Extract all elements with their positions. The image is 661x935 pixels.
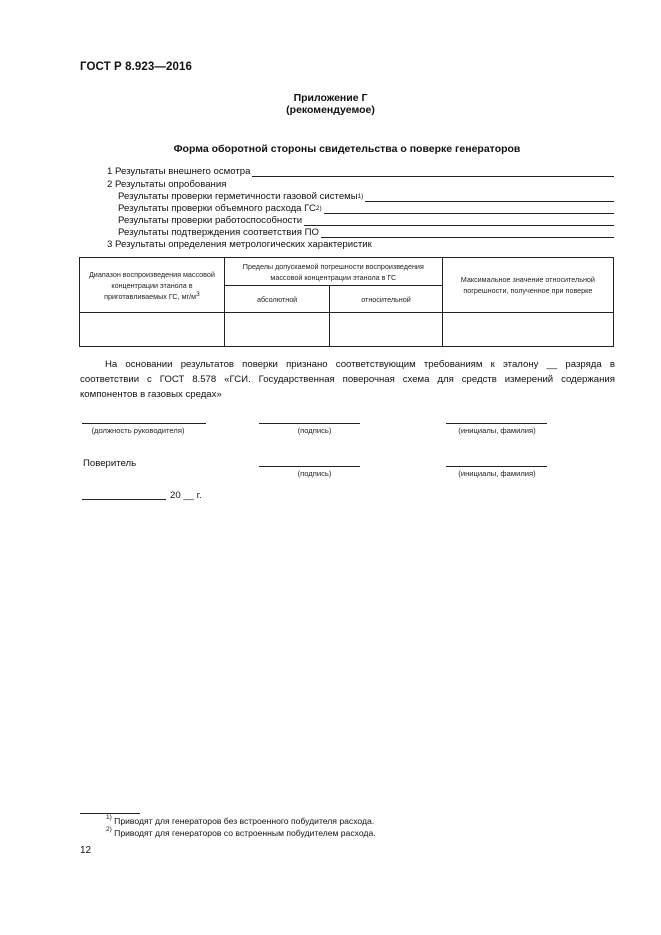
footnote-ref: 1) [357,193,364,200]
item-flow-rate [118,203,614,214]
date-line [82,499,166,500]
table-cell [442,313,613,347]
table-row [80,313,614,347]
date-suffix: 20 __ г. [170,490,202,501]
fill-line [324,204,614,214]
annex-title: Приложение Г [293,92,368,104]
header-relative: относительной [330,286,442,313]
signature-line [446,466,547,467]
fill-line [304,216,614,226]
item-label: 3 Результаты определения метрологических характеристик [107,239,372,250]
signature-line [259,423,360,424]
table-cell [224,313,329,347]
item-software [118,227,614,238]
item-label: 2 Результаты опробования [107,179,227,190]
item-label: Результаты проверки герметичности газовой системы [118,191,358,202]
results-table [79,257,614,347]
fill-line [365,192,614,202]
footnote-ref: 2) [315,205,322,212]
item-label: Результаты проверки работоспособности [118,215,303,226]
annex-subtitle: (рекомендуемое) [286,104,375,116]
table-cell [80,313,225,347]
page-number: 12 [80,845,92,856]
header-range: Диапазон воспроизведения массовой концентрации этанола в приготавливаемых ГС, $мг/м^3$ [80,258,225,313]
signature-line [446,423,547,424]
caption-signature: (подпись) [297,469,332,478]
caption-position: (должность руководителя) [91,426,185,435]
conclusion-paragraph: На основании результатов поверки признано соответствующим требованиям к эталону __ разряда в соответствии с ГОСТ 8.578 «ГСИ. Государственная поверочная схема для средств измерений содержания компонентов в газовых средах» [80,359,615,400]
caption-signature: (подпись) [297,426,332,435]
item-tightness [118,191,614,202]
header-max-relative-error: Максимальное значение относительной погрешности, полученное при поверке [442,258,613,313]
fill-line [321,228,614,238]
item-testing [107,179,226,190]
document-header: ГОСТ Р 8.923—2016 [80,61,192,73]
item-operability [118,215,614,226]
verifier-label: Поверитель [83,458,137,469]
item-external-inspection [107,166,614,177]
caption-initials: (инициалы, фамилия) [458,469,536,478]
item-label: Результаты подтверждения соответствия ПО [118,227,319,238]
signature-line [259,466,360,467]
item-label: Результаты проверки объемного расхода ГС [118,203,316,214]
fill-line [252,167,614,177]
caption-initials: (инициалы, фамилия) [458,426,536,435]
item-metrology [107,239,372,250]
header-error-limits: Пределы допускаемой погрешности воспроизведения массовой концентрации этанола в ГС [224,258,442,286]
footnote-1: $^{1)}$ Приводят для генераторов без встроенного побудителя расхода. [106,814,375,826]
footnote-2: $^{2)}$ Приводят для генераторов со встроенным побудителем расхода. [106,826,376,838]
signature-line [82,423,206,424]
table-cell [330,313,442,347]
form-title: Форма оборотной стороны свидетельства о поверке генераторов [173,143,521,155]
header-absolute: абсолютной [224,286,329,313]
item-label: 1 Результаты внешнего осмотра [107,166,251,177]
